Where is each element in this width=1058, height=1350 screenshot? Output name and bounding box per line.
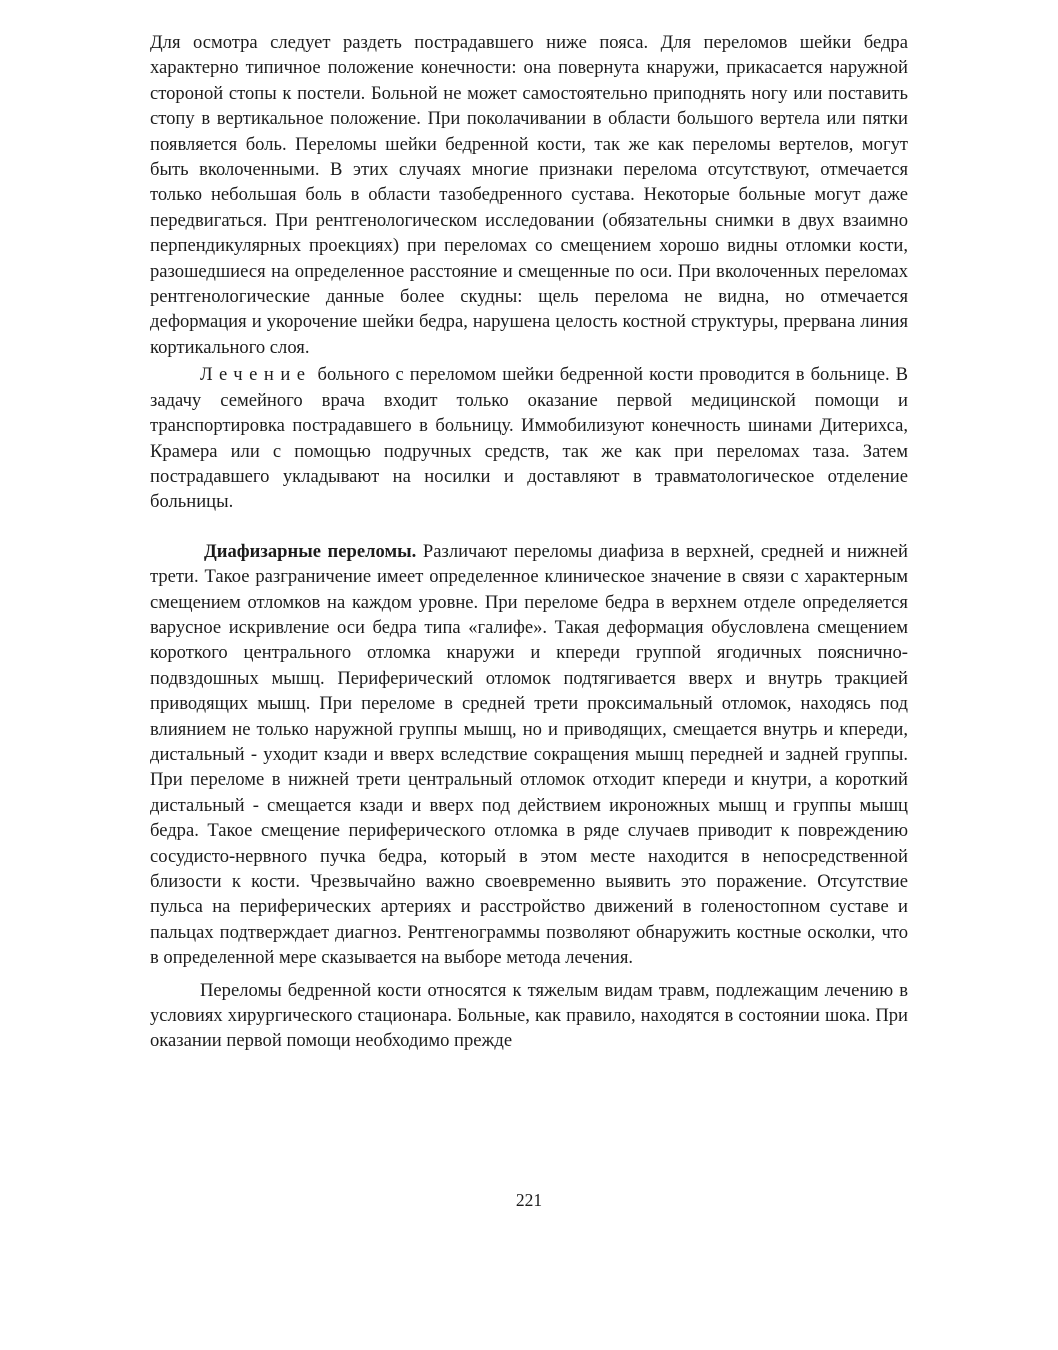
treatment-spaced-word: Лечение	[200, 364, 312, 386]
paragraph-femur-fractures-severity: Переломы бедренной кости относятся к тяжелым видам травм, подлежащим лечению в условиях хирургического стационара. Больные, как правило, находятся в состоянии шока. При оказании первой помощи необходимо прежде	[150, 979, 908, 1052]
paragraph-femoral-neck-exam: Для осмотра следует раздеть пострадавшего ниже пояса. Для переломов шейки бедра характерно типичное положение конечности: она повернута кнаружи, прикасается наружной стороной стопы к постели. Больной не может самостоятельно приподнять ногу или поставить стопу в вертикальное положение. При поколачивании в области большого вертела или пятки появляется боль. Переломы шейки бедренной кости, так же как переломы вертелов, могут быть вколоченными. В этих случаях многие признаки перелома отсутствуют, отмечается только небольшая боль в области тазобедренного сустава. Некоторые больные могут даже передвигаться. При рентгенологическом исследовании (обязательны снимки в двух взаимно перпендикулярных проекциях) при переломах со смещением хорошо видны отломки кости, разошедшиеся на определенное расстояние и смещенные по оси. При вколоченных переломах рентгенологические данные более скудны: щель перелома не видна, но отмечается деформация и укорочение шейки бедра, нарушена целость костной структуры, прервана линия кортикального слоя.	[150, 32, 908, 358]
paragraph-treatment	[150, 362, 908, 514]
section-gap	[150, 515, 908, 539]
page-number: 221	[515, 1190, 543, 1210]
page-body	[150, 30, 908, 1054]
section-heading: Диафизарные переломы.	[204, 540, 417, 562]
diaphyseal-text: Различают переломы диафиза в верхней, средней и нижней трети. Такое разграничение имеет определенное клиническое значение в связи с характерным смещением отломков на каждом уровне. При переломе бедра в верхнем отделе определяется варусное искривление оси бедра типа «галифе». Такая деформация обусловлена смещением короткого центрального отломка кнаружи и кпереди группой ягодичных пояснично-подвздошных мышц. Периферический отломок подтягивается вверх и внутрь тракцией приводящих мышц. При переломе в средней трети проксимальный отломок, находясь под влиянием не только наружной группы мышц, но и приводящих, смещается внутрь и кпереди, дистальный - уходит кзади и вверх вследствие сокращения мышц передней и задней группы. При переломе в нижней трети центральный отломок отходит кпереди и кнутри, а короткий дистальный - смещается кзади и вверх под действием икроножных мышц и группы мышц бедра. Такое смещение периферического отломка в ряде случаев приводит к повреждению сосудисто-нервного пучка бедра, который в этом месте находится в непосредственной близости к кости. Чрезвычайно важно своевременно выявить это поражение. Отсутствие пульса на периферических артериях и расстройство движений в голеностопном суставе и пальцах подтверждает диагноз. Рентгенограммы позволяют обнаружить костные осколки, что в определенной мере сказывается на выборе метода лечения.	[150, 540, 908, 969]
treatment-text: больного с переломом шейки бедренной кости проводится в больнице. В задачу семейного врача входит только оказание первой медицинской помощи и транспортировка пострадавшего в больницу. Иммобилизуют конечность шинами Дитерихса, Крамера или с помощью подручных средств, так же как при переломах таза. Затем пострадавшего укладывают на носилки и доставляют в травматологическое отделение больницы.	[150, 364, 908, 513]
paragraph-diaphyseal-fractures	[150, 539, 908, 971]
paragraph-gap	[150, 971, 908, 978]
